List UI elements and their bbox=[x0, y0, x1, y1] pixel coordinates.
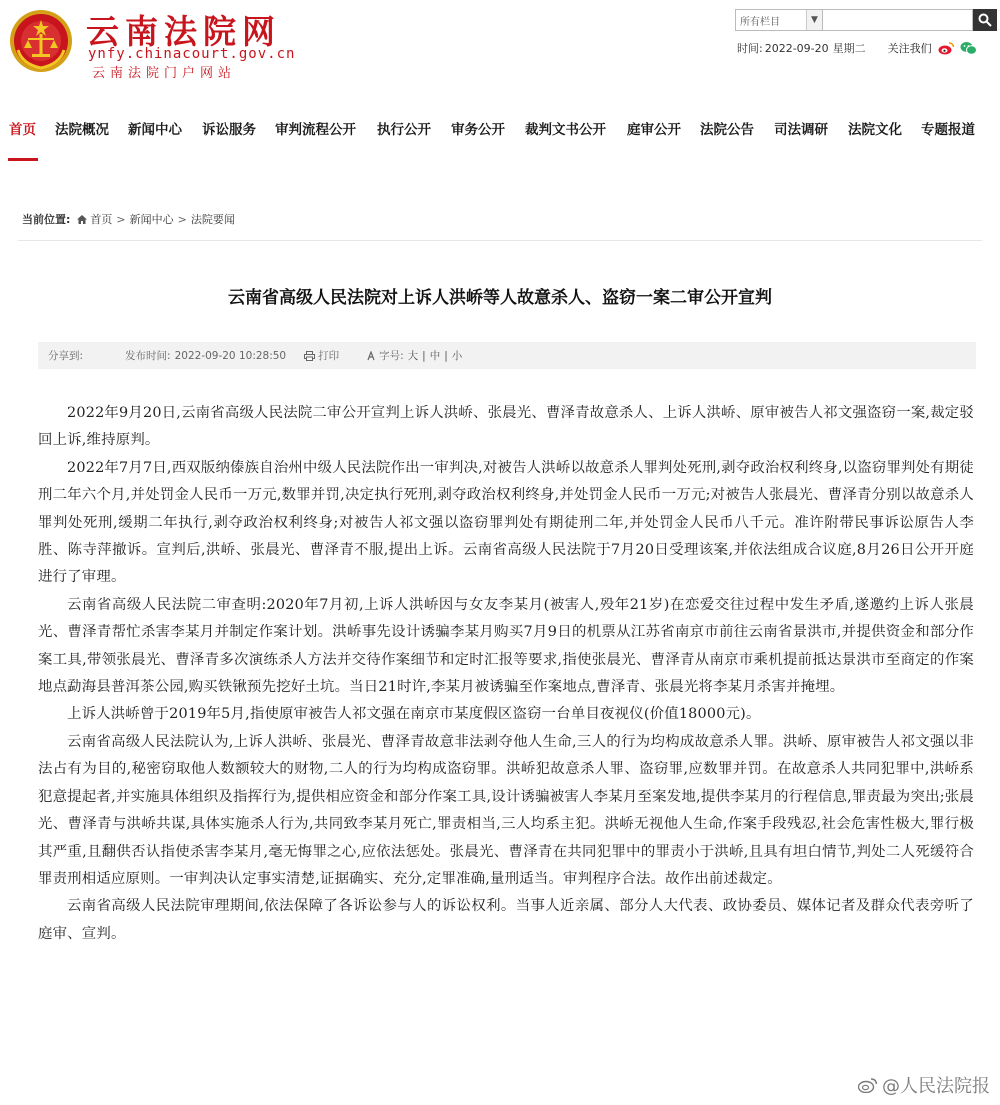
article-info-bar bbox=[38, 342, 976, 369]
print-icon bbox=[304, 351, 315, 361]
nav-item-news-center[interactable]: 新闻中心 bbox=[128, 122, 182, 138]
breadcrumb-label: 当前位置: bbox=[22, 213, 71, 226]
header-meta bbox=[737, 40, 977, 56]
weibo-icon bbox=[858, 1077, 878, 1093]
nav-item-trial-process[interactable]: 审判流程公开 bbox=[275, 122, 356, 138]
publish-label: 发布时间: bbox=[125, 350, 171, 362]
home-icon bbox=[76, 214, 88, 225]
article-body bbox=[38, 400, 974, 948]
font-size-divider: | bbox=[422, 349, 426, 362]
search-box bbox=[735, 9, 997, 31]
search-category-value: 所有栏目 bbox=[740, 16, 780, 28]
font-size-divider: | bbox=[444, 349, 448, 362]
font-size-large-button[interactable]: 大 bbox=[407, 350, 419, 362]
nav-item-judgments[interactable]: 裁判文书公开 bbox=[525, 122, 606, 138]
breadcrumb-separator: > bbox=[116, 212, 126, 226]
site-subtitle: 云南法院门户网站 bbox=[92, 66, 237, 81]
current-date: 2022-09-20 bbox=[764, 41, 829, 55]
nav-item-court-affairs[interactable]: 审务公开 bbox=[451, 122, 505, 138]
current-weekday: 星期二 bbox=[832, 42, 866, 55]
weibo-icon[interactable] bbox=[938, 41, 955, 55]
chevron-down-icon: ▼ bbox=[806, 10, 822, 30]
search-input[interactable] bbox=[823, 9, 973, 31]
breadcrumb-separator: > bbox=[177, 212, 187, 226]
breadcrumb-divider bbox=[18, 240, 982, 241]
main-nav bbox=[0, 112, 1000, 162]
site-url: ynfy.chinacourt.gov.cn bbox=[88, 46, 296, 62]
source-watermark bbox=[858, 1072, 990, 1098]
font-size-medium-button[interactable]: 中 bbox=[429, 350, 441, 362]
nav-item-execution[interactable]: 执行公开 bbox=[377, 122, 431, 138]
font-size-icon bbox=[367, 351, 375, 361]
print-button[interactable]: 打印 bbox=[318, 350, 340, 362]
font-size-small-button[interactable]: 小 bbox=[451, 350, 463, 362]
nav-item-special-reports[interactable]: 专题报道 bbox=[921, 122, 975, 138]
article-paragraph: 上诉人洪峤曾于2019年5月,指使原审被告人祁文强在南京市某度假区盗窃一台单目夜视仪(价值18000元)。 bbox=[67, 706, 761, 723]
article-paragraph: 2022年9月20日,云南省高级人民法院二审公开宣判上诉人洪峤、张晨光、曹泽青故意杀人、上诉人洪峤、原审被告人祁文强盗窃一案,裁定驳回上诉,维持原判。 bbox=[38, 405, 974, 449]
time-label: 时间: bbox=[737, 42, 763, 55]
article-paragraph: 云南省高级人民法院审理期间,依法保障了各诉讼参与人的诉讼权利。当事人近亲属、部分人大代表、政协委员、媒体记者及群众代表旁听了庭审、宣判。 bbox=[38, 898, 974, 942]
article-paragraph: 2022年7月7日,西双版纳傣族自治州中级人民法院作出一审判决,对被告人洪峤以故意杀人罪判处死刑,剥夺政治权利终身,以盗窃罪判处有期徒刑二年六个月,并处罚金人民币一万元,数罪并罚,决定执行死刑,剥夺政治权利终身,并处罚金人民币一万元;对被告人张晨光、曹泽青分别以故意杀人罪判处死刑,缓期二年执行,剥夺政治权利终身;对被告人祁文强以盗窃罪判处有期徒刑二年,并处罚金人民币八千元。准许附带民事诉讼原告人李胜、陈寺萍撤诉。宣判后,洪峤、张晨光、曹泽青不服,提出上诉。云南省高级人民法院于7月20日受理该案,并依法组成合议庭,8月26日公开开庭进行了审理。 bbox=[38, 459, 974, 586]
nav-item-home[interactable]: 首页 bbox=[9, 122, 36, 138]
breadcrumb-item-court-news[interactable]: 法院要闻 bbox=[190, 213, 235, 226]
search-icon bbox=[978, 13, 992, 27]
site-title[interactable]: 云南法院网 bbox=[86, 12, 281, 51]
breadcrumb-item-news-center[interactable]: 新闻中心 bbox=[129, 213, 174, 226]
article-title: 云南省高级人民法院对上诉人洪峤等人故意杀人、盗窃一案二审公开宣判 bbox=[228, 288, 772, 308]
court-emblem-icon[interactable] bbox=[8, 6, 74, 76]
nav-item-trial-broadcast[interactable]: 庭审公开 bbox=[627, 122, 681, 138]
search-category-select[interactable] bbox=[735, 9, 823, 31]
watermark-text: @人民法院报 bbox=[882, 1076, 990, 1097]
search-button[interactable] bbox=[973, 9, 997, 31]
nav-active-indicator bbox=[8, 158, 38, 161]
publish-time: 2022-09-20 10:28:50 bbox=[174, 349, 287, 362]
nav-item-culture[interactable]: 法院文化 bbox=[848, 122, 902, 138]
nav-item-litigation-service[interactable]: 诉讼服务 bbox=[202, 122, 256, 138]
wechat-icon[interactable] bbox=[960, 41, 977, 55]
follow-label: 关注我们 bbox=[887, 42, 932, 55]
nav-item-research[interactable]: 司法调研 bbox=[774, 122, 828, 138]
breadcrumb-item-home[interactable]: 首页 bbox=[90, 213, 113, 226]
breadcrumb bbox=[22, 211, 235, 227]
nav-item-announcements[interactable]: 法院公告 bbox=[700, 122, 754, 138]
nav-item-court-overview[interactable]: 法院概况 bbox=[55, 122, 109, 138]
share-label[interactable]: 分享到: bbox=[48, 350, 84, 362]
article-paragraph: 云南省高级人民法院认为,上诉人洪峤、张晨光、曹泽青故意非法剥夺他人生命,三人的行为均构成故意杀人罪。洪峤、原审被告人祁文强以非法占有为目的,秘密窃取他人数额较大的财物,二人的行为均构成盗窃罪。洪峤犯故意杀人罪、盗窃罪,应数罪并罚。在故意杀人共同犯罪中,洪峤系犯意提起者,并实施具体组织及指挥行为,提供相应资金和部分作案工具,设计诱骗被害人李某月至案发地,提供李某月的行程信息,罪责最为突出;张晨光、曹泽青与洪峤共谋,具体实施杀人行为,共同致李某月死亡,罪责相当,三人均系主犯。洪峤无视他人生命,作案手段残忍,社会危害性极大,罪行极其严重,且翻供否认指使杀害李某月,毫无悔罪之心,应依法惩处。张晨光、曹泽青在共同犯罪中的罪责小于洪峤,且具有坦白情节,判处二人死缓符合罪责刑相适应原则。一审判决认定事实清楚,证据确实、充分,定罪准确,量刑适当。审判程序合法。故作出前述裁定。 bbox=[38, 733, 974, 887]
article-paragraph: 云南省高级人民法院二审查明:2020年7月初,上诉人洪峤因与女友李某月(被害人,殁年21岁)在恋爱交往过程中发生矛盾,遂邀约上诉人张晨光、曹泽青帮忙杀害李某月并制定作案计划。洪峤事先设计诱骗李某月购买7月9日的机票从江苏省南京市前往云南省景洪市,并提供资金和部分作案工具,带领张晨光、曹泽青多次演练杀人方法并交待作案细节和定时汇报等要求,指使张晨光、曹泽青从南京市乘机提前抵达景洪市至商定的作案地点勐海县普洱茶公园,购买铁锹预先挖好土坑。当日21时许,李某月被诱骗至作案地点,曹泽青、张晨光将李某月杀害并掩埋。 bbox=[38, 596, 974, 696]
font-size-label: 字号: bbox=[379, 350, 404, 362]
site-header bbox=[0, 0, 1000, 92]
